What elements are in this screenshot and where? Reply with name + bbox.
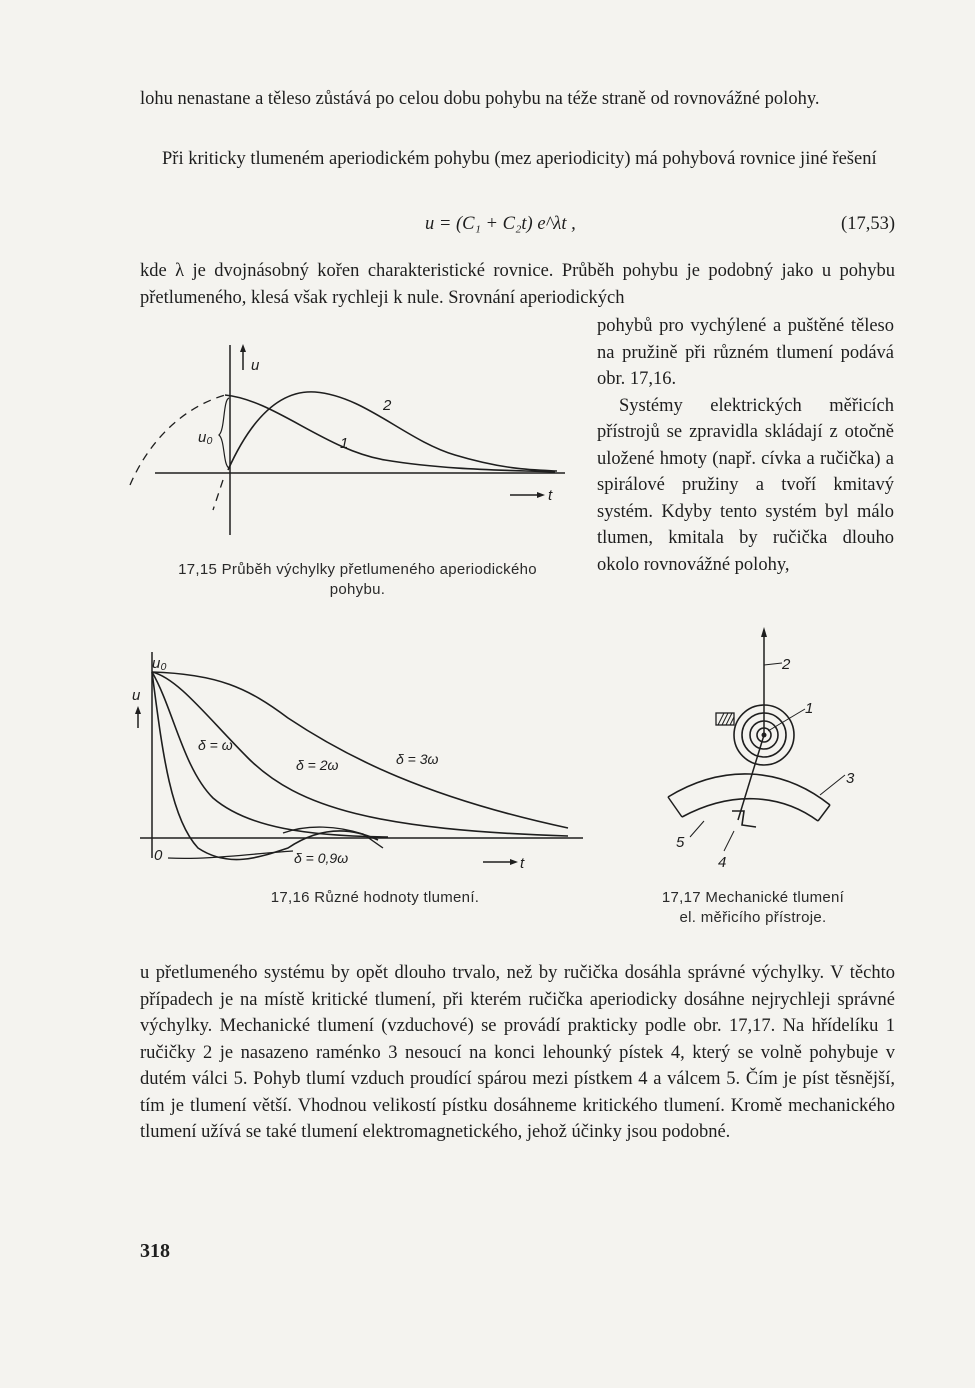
fig15-curve-label-2: 2: [383, 397, 392, 414]
side-column: [597, 313, 894, 578]
paragraph-4: u přetlumeného systému by opět dlouho trvalo, než by ručička dosáhla správné výchylky. V těchto případech je na místě kritické tlumení, při kterém ručička aperiodicky dosáhne nejrychleji správné výchylky. Mechanické tlumení (vzduchové) se provádí prakticky podle obr. 17,17. Na hřídelíku 1 ručičky 2 je nasazeno raménko 3 nesoucí na konci lehounký pístek 4, který se volně pohybuje v dutém válci 5. Pohyb tlumí vzduch proudící spárou mezi pístkem 4 a válcem 5. Čím je píst těsnější, tím je tlumení větší. Vhodnou velikostí pístku dosáhneme kritického tlumení. Kromě mechanického tlumení užívá se také tlumení elektromagnetického, jehož účinky jsou podobné.: [140, 963, 895, 1142]
fig15-caption-line2: pohybu.: [329, 581, 386, 598]
fig17-piston: [732, 811, 756, 827]
fig15-label-u: u: [251, 357, 260, 374]
fig16-label-d3: δ = 3ω: [396, 751, 439, 767]
fig16-curve-09w: [152, 672, 378, 860]
fig16-label-u0: u₀: [152, 655, 167, 672]
fig16-label-origin: 0: [154, 847, 163, 864]
fig15-curve-label-1: 1: [340, 435, 349, 452]
paragraph-3: kde λ je dvojnásobný kořen charakteristické rovnice. Průběh pohybu je podobný jako u pohybu přetlumeného, klesá však rychleji k nule. Srovnání aperiodických: [140, 261, 895, 308]
fig16-caption: 17,16 Různé hodnoty tlumení.: [270, 889, 480, 906]
paragraph-1: lohu nenastane a těleso zůstává po celou dobu pohybu na téže straně od rovnovážné polohy.: [140, 89, 820, 109]
fig17-arm: [738, 735, 764, 820]
fig17-label-2: 2: [782, 656, 791, 673]
equation-number: (17,53): [841, 214, 895, 234]
figure-17-15: [125, 340, 575, 545]
equation-17-53: [140, 214, 895, 240]
fig15-u0-brace: [219, 398, 229, 468]
page-number: 318: [140, 1240, 170, 1262]
fig15-label-t: t: [548, 487, 553, 504]
fig17-label-1: 1: [805, 700, 814, 717]
fig17-label-5: 5: [676, 834, 685, 851]
fig16-label-d09: δ = 0,9ω: [294, 850, 349, 866]
fig17-label-3: 3: [846, 770, 855, 787]
fig16-label-d2: δ = 2ω: [296, 757, 339, 773]
side-paragraph-2: Systémy elektrických měřicích přístrojů se zpravidla skládají z otočně uložené hmoty (např. cívka a ručička) a spirálové pružiny a tvoří kmitavý systém. Kdyby tento systém byl málo tlumen, kmitala by ručička dlouho okolo rovnovážné polohy,: [597, 395, 894, 575]
figure-17-16: [128, 648, 588, 880]
fig17-caption-line1: 17,17 Mechanické tlumení: [661, 889, 845, 906]
fig17-label-4: 4: [718, 854, 727, 871]
fig16-label-u: u: [132, 687, 141, 704]
equation-formula: u = (C₁ + C₂t) e^λt ,: [425, 214, 576, 234]
fig15-curve-2: [228, 392, 557, 471]
fig15-caption: [140, 560, 575, 600]
fig17-cylinder-outer: [668, 774, 830, 805]
fig17-cylinder-inner: [682, 799, 818, 821]
fig17-caption: [628, 888, 878, 928]
side-paragraph-1: pohybů pro vychýlené a puštěné těleso na pružině při různém tlumení podává obr. 17,16.: [597, 316, 894, 389]
fig16-curve-2w: [152, 672, 568, 836]
fig17-caption-line2: el. měřicího přístroje.: [679, 909, 827, 926]
fig16-label-t: t: [520, 855, 525, 872]
paragraph-2: Při kriticky tlumeném aperiodickém pohybu (mez aperiodicity) má pohybová rovnice jiné řešení: [162, 149, 877, 169]
fig16-label-d1: δ = ω: [198, 737, 233, 753]
figure-17-17: [660, 625, 880, 875]
fig15-label-u0: u₀: [198, 429, 213, 446]
fig15-caption-line1: 17,15 Průběh výchylky přetlumeného aperiodického: [178, 561, 537, 578]
